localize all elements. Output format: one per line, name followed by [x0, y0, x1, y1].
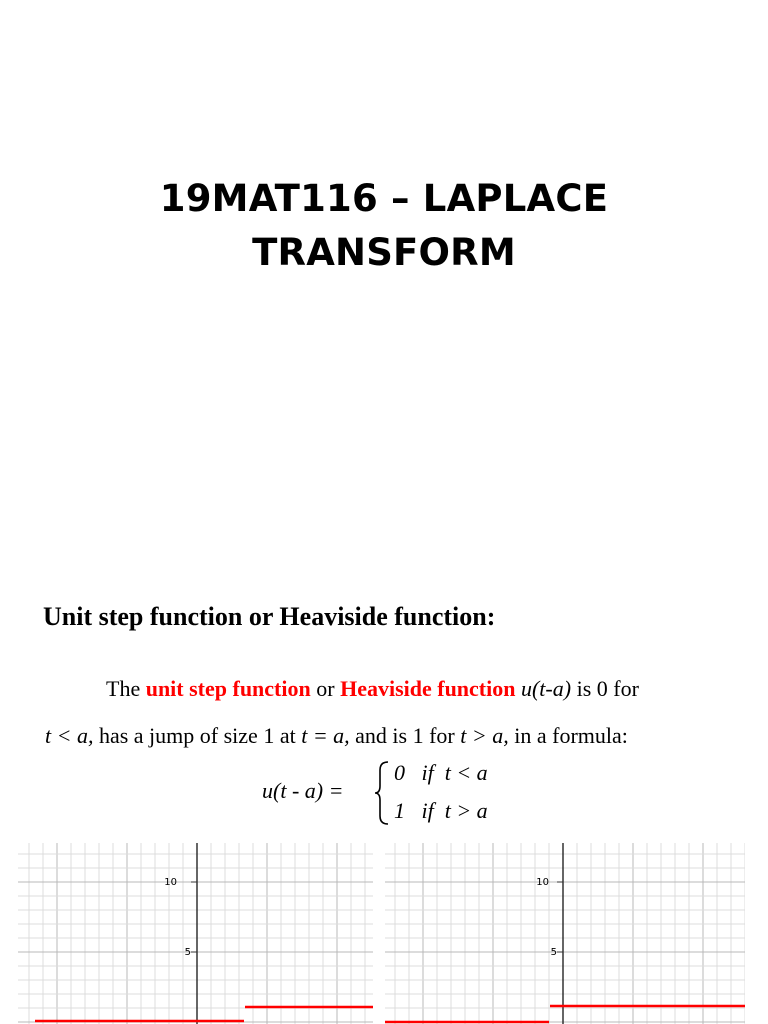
y-tick-10: 10: [536, 877, 549, 888]
formula-lhs: u(t - a) =: [262, 778, 344, 803]
term-unit-step: unit step function: [145, 676, 311, 701]
title-line-1: 19MAT116 – LAPLACE: [159, 177, 609, 220]
term-heaviside: Heaviside function: [340, 676, 516, 701]
y-tick-10: 10: [164, 877, 177, 888]
y-tick-5: 5: [550, 947, 557, 958]
text-is-0-for: is 0 for: [576, 676, 639, 701]
left-brace-icon: [374, 760, 390, 826]
step-graph-right: [385, 843, 745, 1024]
definition-line-2: [45, 723, 745, 749]
cond-t-lt-a: t < a,: [45, 723, 94, 748]
title-line-2: TRANSFORM: [252, 231, 516, 274]
slide-title: [0, 172, 768, 280]
section-heading: Unit step function or Heaviside function:: [43, 602, 496, 631]
notation-u: u(t-a): [520, 676, 572, 701]
text-formula-intro: in a formula:: [514, 723, 628, 748]
text-or: or: [316, 676, 335, 701]
cond-t-gt-a: t > a,: [460, 723, 509, 748]
graph-grid: [385, 843, 745, 1024]
text-is-1-for: and is 1 for: [355, 723, 455, 748]
y-tick-5: 5: [184, 947, 191, 958]
graph-grid: [18, 843, 373, 1024]
step-graph-left: [18, 843, 373, 1024]
text-the: The: [106, 676, 141, 701]
formula-case-2: 1 if t > a: [394, 798, 488, 823]
definition-line-1: [106, 676, 768, 702]
formula-case-1: 0 if t < a: [394, 760, 488, 785]
cond-t-eq-a: t = a,: [301, 723, 350, 748]
text-jump: has a jump of size 1 at: [98, 723, 296, 748]
piecewise-formula: [262, 758, 562, 828]
